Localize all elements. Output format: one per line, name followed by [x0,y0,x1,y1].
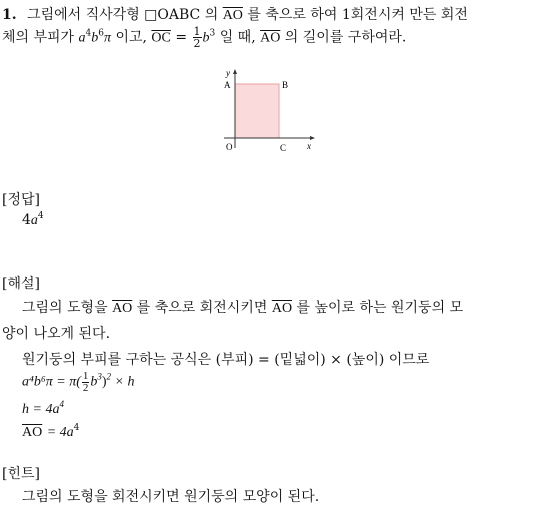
question-line-2 [2,26,406,49]
fraction-denominator: 2 [82,382,89,394]
hint-header: [힌트] [2,466,40,482]
answer-value [22,211,44,229]
segment-AO: $\overline{AO}$ [112,301,133,316]
answer-coef: 4 [22,212,31,228]
equation-rhs: = 4a [46,425,74,440]
math-exp: 4 [59,399,64,409]
label-x: x [307,141,311,151]
question-text: 체의 부피가 [2,29,75,46]
equation-tail: × h [114,374,135,390]
answer-header: [정답] [2,192,40,208]
equation-lhs: a⁴b⁶π = π( [22,374,81,390]
question-text: 이고, [115,29,147,46]
explanation-text: 를 높이로 하는 원기둥의 모 [296,300,464,316]
equation-2 [22,399,64,418]
math-var: b [91,30,99,46]
equation-1 [22,371,135,394]
question-text: 를 축으로 하여 1회전시켜 만든 회전 [247,7,468,23]
label-O: O [226,142,233,152]
paren: ) [101,374,107,390]
fraction [82,371,90,394]
math-var: a [30,213,38,228]
label-B: B [282,80,289,90]
fraction-denominator: 2 [193,37,201,50]
question-text: 그림에서 직사각형 □OABC 의 [27,7,219,23]
segment-AO: $\overline{AO}$ [222,8,243,23]
explanation-line-1 [22,297,463,317]
math-var: b [90,374,98,390]
label-y: y [226,68,230,78]
question-number: 1. [2,7,17,23]
explanation-text: 그림의 도형을 [22,300,108,316]
math-var: a [78,30,86,46]
math-exp: 6 [98,28,104,39]
fraction-numerator: 1 [82,370,89,382]
explanation-header: [해설] [2,276,40,292]
label-A: A [224,80,231,90]
math-exp: 4 [37,211,44,221]
math-var: π [104,30,112,46]
rectangle-figure [212,66,322,158]
rectangle-OABC [235,84,279,138]
segment-AO: $\overline{AO}$ [271,301,293,316]
explanation-text: 를 축으로 회전시키면 [136,300,268,316]
math-exp: 4 [73,423,80,433]
equation-3 [22,423,79,441]
y-axis-arrow-icon [233,69,237,74]
segment-OC: $\overline{OC}$ [151,30,171,46]
math-exp: 4 [85,28,92,39]
question-text: 일 때, [219,29,256,46]
fraction-numerator: 1 [193,25,201,38]
math-exp: 3 [209,28,216,39]
math-exp: 3 [97,371,102,382]
math-var: b [202,30,210,46]
equation-h: h = 4a [22,402,60,417]
explanation-line-3: 원기둥의 부피를 구하는 공식은 (부피) = (밑넓이) × (높이) 이므로 [22,352,430,368]
question-line-1 [2,4,468,24]
segment-AO: $\overline{AO}$ [260,30,281,46]
explanation-line-2: 양이 나오게 된다. [2,326,111,342]
math-exp: 2 [106,371,112,382]
question-text: 의 길이를 구하여라. [284,29,407,46]
x-axis-arrow-icon [310,136,315,140]
segment-AO: $\overline{AO}$ [22,425,43,440]
label-C: C [280,143,287,153]
fraction [193,26,202,49]
equals-sign: = [175,29,188,46]
hint-text: 그림의 도형을 회전시키면 원기둥의 모양이 된다. [22,489,320,505]
